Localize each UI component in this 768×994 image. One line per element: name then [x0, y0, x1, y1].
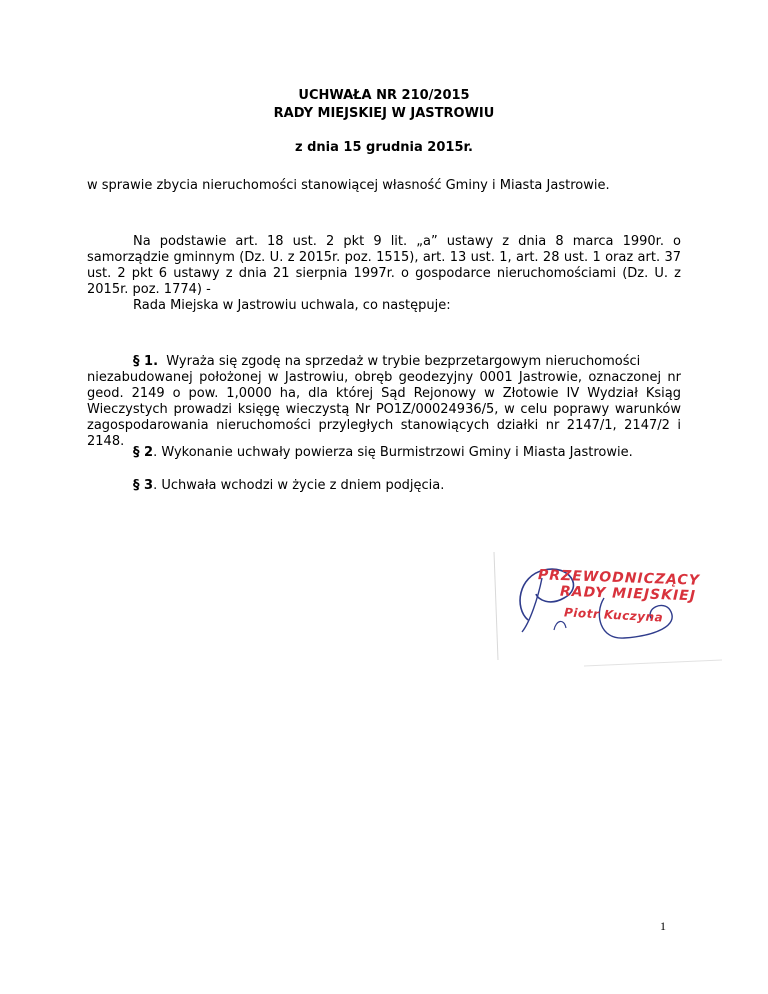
paragraph-2-sign: § 2	[133, 445, 154, 460]
resolution-number: UCHWAŁA NR 210/2015	[298, 88, 470, 103]
stamp-name-line: Piotr Kuczyna	[563, 605, 664, 625]
paragraph-1-text: niezabudowanej położonej w Jastrowiu, obręb geodezyjny 0001 Jastrowie, oznaczonej nr geod. 2149 o pow. 1,0000 ha, dla której Sąd Rejonowy w Złotowie IV Wydział Ksiąg Wieczystych prowadzi księgę wieczystą Nr PO1Z/00024936/5, w celu poprawy warunków zagospodarowania nieruchomości przyległych stanowiących działki nr 2147/1, 2147/2 i 2148.	[87, 370, 681, 449]
paragraph-1	[87, 354, 681, 450]
resolution-intro: Rada Miejska w Jastrowiu uchwala, co następuje:	[133, 298, 451, 313]
paragraph-2-text: . Wykonanie uchwały powierza się Burmistrzowi Gminy i Miasta Jastrowie.	[153, 445, 633, 460]
stamp-title-line: PRZEWODNICZĄCY	[537, 567, 701, 589]
legal-basis-paragraph: Na podstawie art. 18 ust. 2 pkt 9 lit. „a” ustawy z dnia 8 marca 1990r. o samorządzie gminnym (Dz. U. z 2015r. poz. 1515), art. 13 ust. 1, art. 28 ust. 1 oraz art. 37 ust. 2 pkt 6 ustawy z dnia 21 sierpnia 1997r. o gospodarce nieruchomościami (Dz. U. z 2015r. poz. 1774) -	[87, 234, 681, 297]
council-name: RADY MIEJSKIEJ W JASTROWIU	[273, 106, 495, 121]
paragraph-3	[87, 478, 681, 494]
stamp-council-line: RADY MIEJSKIEJ	[559, 583, 697, 605]
paragraph-3-sign: § 3	[133, 478, 154, 493]
paragraph-2	[87, 445, 681, 461]
resolution-subject: w sprawie zbycia nieruchomości stanowiącej własność Gminy i Miasta Jastrowie.	[87, 178, 610, 193]
paragraph-1-first-line	[87, 354, 681, 370]
paragraph-1-first-text: Wyraża się zgodę na sprzedaż w trybie bezprzetargowym nieruchomości	[166, 354, 641, 369]
paragraph-1-sign: § 1.	[133, 354, 159, 369]
paragraph-3-text: . Uchwała wchodzi w życie z dniem podjęcia.	[153, 478, 445, 493]
chairman-stamp	[484, 548, 734, 668]
page-number: 1	[660, 919, 666, 933]
resolution-date: z dnia 15 grudnia 2015r.	[295, 140, 473, 155]
